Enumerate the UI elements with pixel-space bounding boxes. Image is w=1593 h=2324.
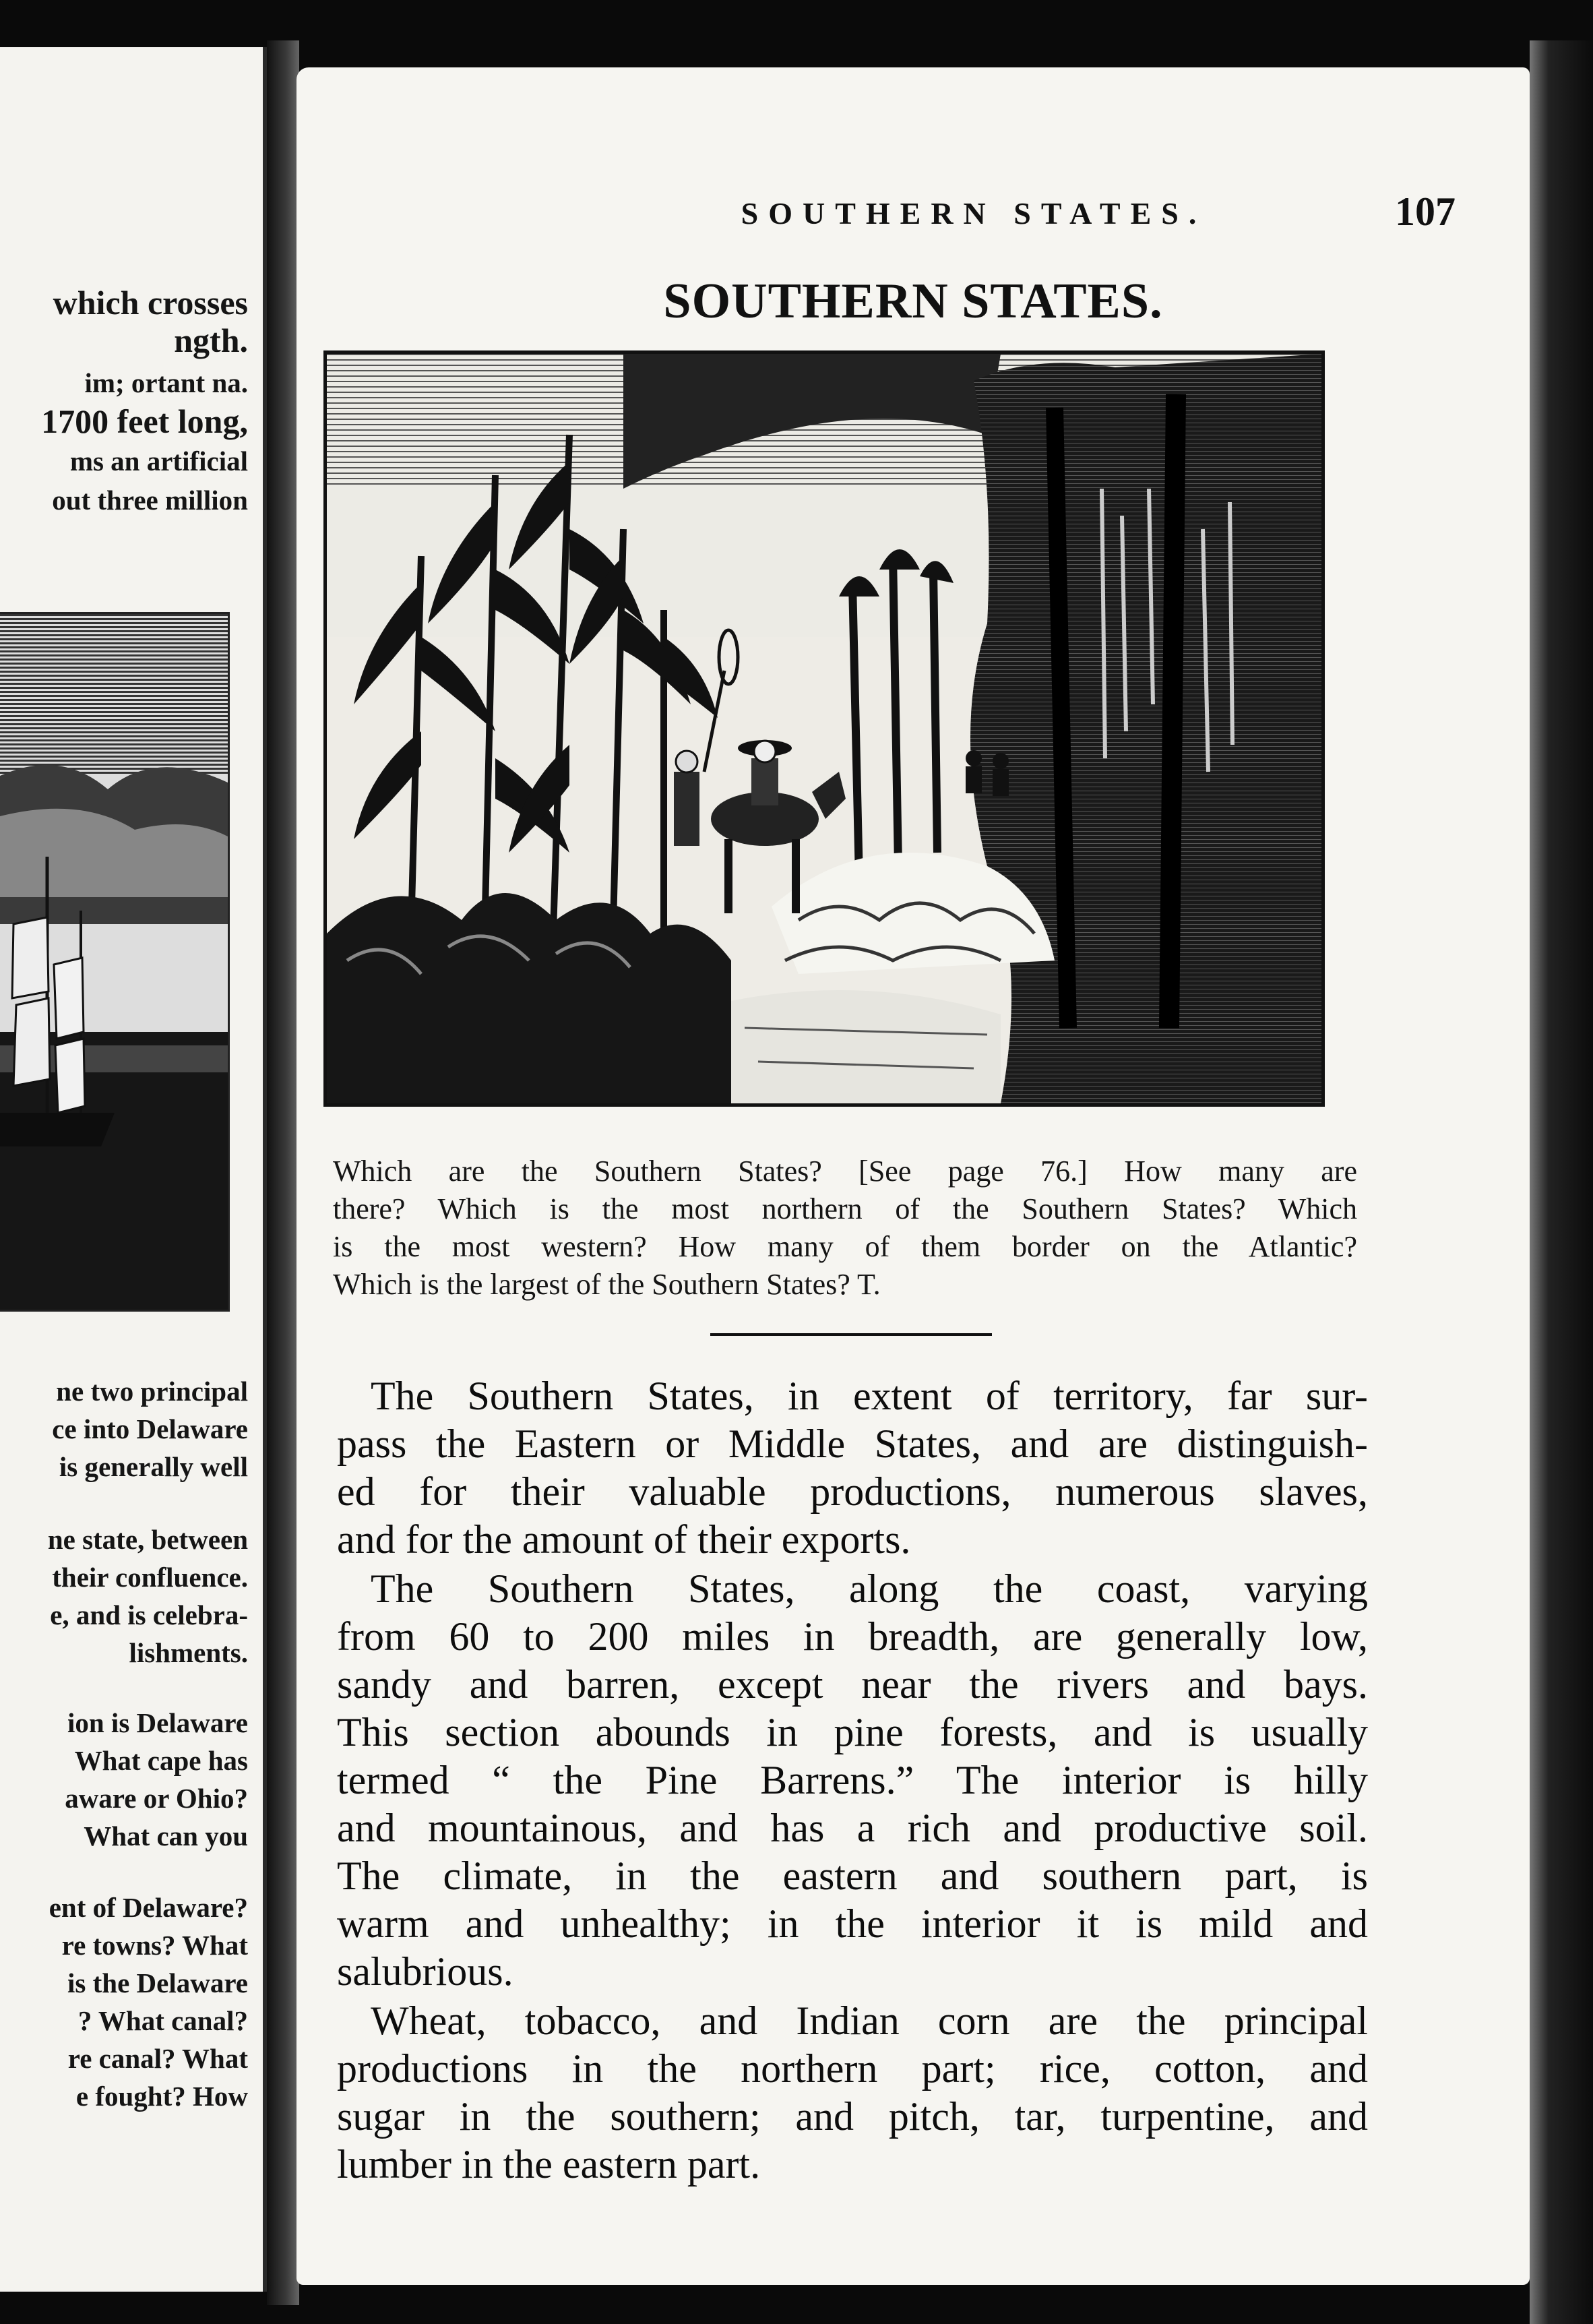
text-line: sugar in the southern; and pitch, tar, turpentine, and — [337, 2094, 1368, 2139]
book-gutter — [267, 40, 299, 2305]
text-line: and for the amount of their exports. — [337, 1517, 911, 1562]
southern-landscape-engraving — [323, 350, 1325, 1107]
left-fragment: 1700 feet long, — [41, 402, 248, 440]
left-fragment: is the Delaware — [67, 1967, 248, 1998]
left-fragment: out three million — [52, 485, 248, 516]
text-line: The climate, in the eastern and southern part, is — [337, 1854, 1368, 1898]
left-fragment: ne two principal — [56, 1376, 248, 1407]
text-line: productions in the northern part; rice, cotton, and — [337, 2046, 1368, 2091]
previous-page — [0, 47, 267, 2292]
caption-line: is the most western? How many of them border on the Atlantic? — [333, 1230, 1357, 1263]
text-line: Wheat, tobacco, and Indian corn are the principal — [371, 1998, 1368, 2043]
text-line: termed “ the Pine Barrens.” The interior is hilly — [337, 1758, 1368, 1802]
text-line: from 60 to 200 miles in breadth, are generally low, — [337, 1614, 1368, 1659]
left-fragment: re canal? What — [67, 2043, 248, 2074]
text-line: ed for their valuable productions, numerous slaves, — [337, 1469, 1368, 1514]
left-fragment: their confluence. — [52, 1562, 248, 1593]
text-line: The Southern States, along the coast, varying — [371, 1566, 1368, 1611]
illustration-caption — [333, 1153, 1357, 1304]
page-edge-shadow — [1530, 40, 1593, 2324]
caption-line: Which is the largest of the Southern States? T. — [333, 1268, 881, 1301]
text-line: This section abounds in pine forests, and is usually — [337, 1710, 1368, 1754]
left-fragment: ms an artificial — [69, 446, 248, 477]
page-number: 107 — [1395, 189, 1456, 234]
chapter-title: SOUTHERN STATES. — [663, 274, 1163, 329]
text-line: warm and unhealthy; in the interior it is mild and — [337, 1901, 1368, 1946]
left-page-ship-engraving — [0, 612, 230, 1312]
left-fragment: ngth. — [174, 322, 248, 359]
left-fragment: What can you — [84, 1821, 248, 1852]
left-fragment: which crosses — [53, 284, 248, 322]
paragraph-1 — [337, 1372, 1368, 1564]
section-divider — [710, 1333, 992, 1336]
left-fragment: ? What canal? — [77, 2005, 248, 2036]
running-head: SOUTHERN STATES. — [741, 196, 1207, 231]
page-107 — [296, 67, 1530, 2285]
text-line: sandy and barren, except near the rivers and bays. — [337, 1662, 1368, 1707]
left-fragment: What cape has — [74, 1745, 248, 1776]
left-fragment: ce into Delaware — [52, 1413, 248, 1444]
body-text — [337, 1372, 1368, 2189]
left-fragment: re towns? What — [61, 1930, 248, 1961]
left-fragment: ne state, between — [47, 1524, 248, 1555]
caption-line: Which are the Southern States? [See page 76.] How many are — [333, 1155, 1357, 1188]
left-fragment: e, and is celebra- — [50, 1599, 248, 1630]
caption-line: there? Which is the most northern of the Southern States? Which — [333, 1192, 1357, 1225]
text-line: The Southern States, in extent of territory, far sur- — [371, 1374, 1368, 1418]
text-line: lumber in the eastern part. — [337, 2142, 761, 2187]
left-fragment: e fought? How — [75, 2081, 248, 2112]
left-fragment: ion is Delaware — [67, 1707, 248, 1738]
left-fragment: lishments. — [129, 1637, 248, 1668]
left-fragment: ent of Delaware? — [49, 1892, 248, 1923]
left-fragment: aware or Ohio? — [65, 1783, 248, 1814]
paragraph-3 — [337, 1997, 1368, 2189]
text-line: and mountainous, and has a rich and productive soil. — [337, 1806, 1368, 1850]
text-line: salubrious. — [337, 1949, 513, 1994]
paragraph-2 — [337, 1565, 1368, 1996]
left-fragment: im; ortant na. — [84, 367, 248, 398]
text-line: pass the Eastern or Middle States, and are distinguish- — [337, 1421, 1368, 1466]
left-fragment: is generally well — [59, 1451, 248, 1482]
